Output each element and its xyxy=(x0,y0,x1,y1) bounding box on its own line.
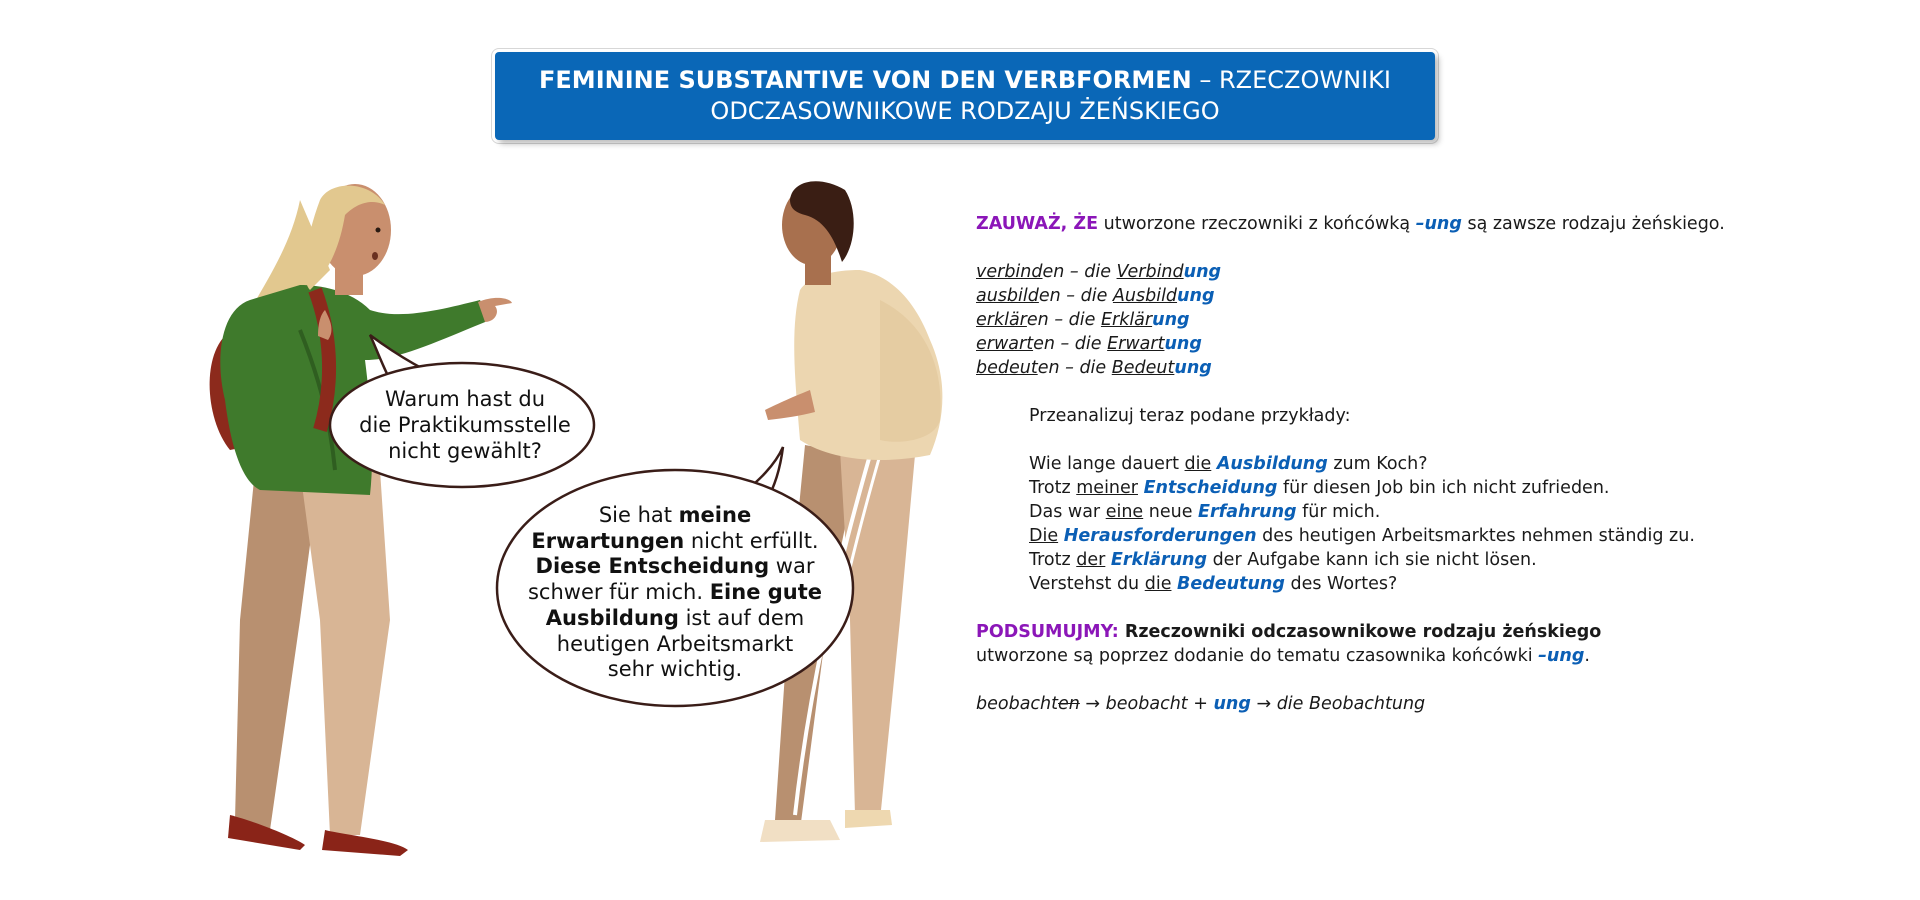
verb-row: bedeuten – die Bedeutung xyxy=(976,358,1212,378)
formula: beobachten → beobacht + ung → die Beobachtung xyxy=(976,694,1426,714)
bubble-line: Erwartungen nicht erfüllt. xyxy=(531,528,819,553)
example-sentence: Verstehst du die Bedeutung des Wortes? xyxy=(1029,574,1398,594)
title-bold: FEMININE SUBSTANTIVE VON DEN VERBFORMEN xyxy=(539,66,1192,94)
bubble-line: Diese Entscheidung war xyxy=(535,554,815,579)
woman-bubble-text xyxy=(335,386,595,464)
suffix-ung: –ung xyxy=(1415,214,1462,234)
verb-row: ausbilden – die Ausbildung xyxy=(976,286,1215,306)
woman-figure xyxy=(210,184,512,856)
bubble-line: sehr wichtig. xyxy=(607,657,743,682)
bubble-line: nicht gewählt? xyxy=(388,439,542,463)
bubble-line: Warum hast du xyxy=(384,387,546,411)
example-sentence: Trotz der Erklärung der Aufgabe kann ich sie nicht lösen. xyxy=(1029,550,1537,570)
example-sentence: Die Herausforderungen des heutigen Arbeitsmarktes nehmen ständig zu. xyxy=(1029,526,1695,546)
lesson-content xyxy=(976,212,1896,716)
summary: PODSUMUJMY: Rzeczowniki odczasownikowe rodzaju żeńskiego utworzone są poprzez dodanie do tematu czasownika końcówki –ung. xyxy=(976,622,1602,666)
verb-row: erwarten – die Erwartung xyxy=(976,334,1202,354)
note-label: ZAUWAŻ, ŻE xyxy=(976,214,1099,234)
example-sentence: Trotz meiner Entscheidung für diesen Job bin ich nicht zufrieden. xyxy=(1029,478,1610,498)
verb-row: erklären – die Erklärung xyxy=(976,310,1190,330)
verb-list xyxy=(976,260,1896,380)
bubble-line: Sie hat meine xyxy=(598,503,752,527)
example-list xyxy=(976,452,1896,596)
bubble-line: heutigen Arbeitsmarkt xyxy=(556,631,794,656)
example-sentence: Wie lange dauert die Ausbildung zum Koch? xyxy=(1029,454,1428,474)
summary-label: PODSUMUJMY: xyxy=(976,622,1119,642)
bubble-line: schwer für mich. Eine gute xyxy=(527,580,823,605)
title-line-2: ODCZASOWNIKOWE RODZAJU ŻEŃSKIEGO xyxy=(710,97,1220,125)
note-line: ZAUWAŻ, ŻE utworzone rzeczowniki z końcówką –ung są zawsze rodzaju żeńskiego. xyxy=(976,214,1725,234)
title-rest: – RZECZOWNIKI xyxy=(1191,66,1391,94)
bubble-line: die Praktikumsstelle xyxy=(359,413,571,437)
bubble-line: Ausbildung ist auf dem xyxy=(545,605,805,630)
verb-row: verbinden – die Verbindung xyxy=(976,262,1222,282)
example-sentence: Das war eine neue Erfahrung für mich. xyxy=(1029,502,1381,522)
analyze-label: Przeanalizuj teraz podane przykłady: xyxy=(1029,406,1351,426)
man-bubble-text xyxy=(500,503,850,683)
